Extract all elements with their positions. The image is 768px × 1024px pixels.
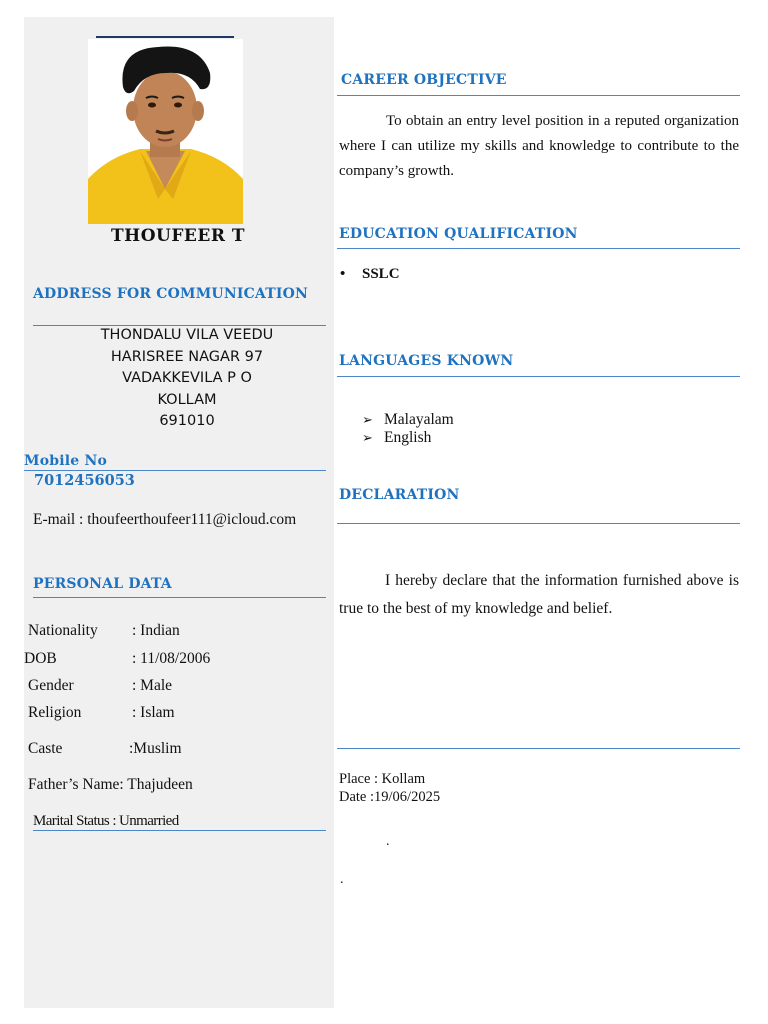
education-item-label: SSLC (362, 266, 400, 282)
date-text: Date :19/06/2025 (339, 789, 441, 805)
declaration-heading: DECLARATION (339, 487, 460, 503)
dob-label: DOB (24, 650, 57, 667)
father-name: Father’s Name: Thajudeen (28, 776, 193, 793)
gender-value: : Male (132, 677, 173, 694)
caste-value: :Muslim (129, 740, 182, 757)
nationality-value: : Indian (132, 622, 180, 639)
marital-rule (33, 830, 326, 831)
gender-label: Gender (28, 677, 74, 694)
profile-photo-illustration (88, 39, 243, 224)
education-rule (337, 248, 740, 249)
address-line: THONDALU VILA VEEDU (100, 327, 274, 343)
declaration-rule (337, 523, 740, 524)
languages-heading: LANGUAGES KNOWN (339, 353, 514, 369)
mobile-heading: Mobile No (24, 453, 107, 469)
arrow-bullet-icon: ➢ (362, 430, 373, 445)
address-line: VADAKKEVILA P O (122, 370, 252, 386)
place-text: Place : Kollam (339, 771, 426, 787)
dot-mark: . (386, 834, 390, 849)
religion-label: Religion (28, 704, 82, 721)
language-item (362, 411, 454, 429)
declaration-text: I hereby declare that the information furnished above is true to the best of my knowledge and belief. (339, 572, 739, 617)
education-item (340, 266, 400, 283)
career-objective-text: To obtain an entry level position in a reputed organization where I can utilize my skills and knowledge to contribute to the company’s growth. (339, 113, 739, 179)
signature-rule (337, 748, 740, 749)
marital-status: Marital Status : Unmarried (33, 813, 179, 829)
career-objective-heading: CAREER OBJECTIVE (341, 72, 507, 88)
language-label: Malayalam (384, 411, 454, 428)
religion-value: : Islam (132, 704, 175, 721)
dob-value: : 11/08/2006 (132, 650, 211, 667)
language-label: English (384, 429, 432, 446)
address-block (24, 325, 350, 433)
photo-top-rule (96, 36, 234, 38)
dot-mark: . (340, 872, 344, 887)
address-line: 691010 (159, 413, 215, 429)
education-heading: EDUCATION QUALIFICATION (339, 226, 578, 242)
email-text: E-mail : thoufeerthoufeer111@icloud.com (33, 511, 297, 528)
nationality-label: Nationality (28, 622, 98, 639)
profile-photo (88, 39, 243, 224)
mobile-number: 7012456053 (34, 472, 135, 489)
address-line: KOLLAM (157, 391, 217, 408)
bullet-icon: • (340, 266, 346, 282)
career-objective-rule (337, 95, 740, 96)
personal-data-heading: PERSONAL DATA (33, 576, 172, 592)
arrow-bullet-icon: ➢ (362, 412, 373, 427)
address-line: HARISREE NAGAR 97 (110, 348, 264, 365)
caste-label: Caste (28, 740, 63, 757)
candidate-name: THOUFEER T (110, 226, 246, 246)
mobile-rule (24, 470, 326, 471)
languages-rule (337, 376, 740, 377)
personal-data-rule (33, 597, 326, 598)
address-heading: ADDRESS FOR COMMUNICATION (33, 286, 308, 302)
language-item (362, 429, 431, 447)
